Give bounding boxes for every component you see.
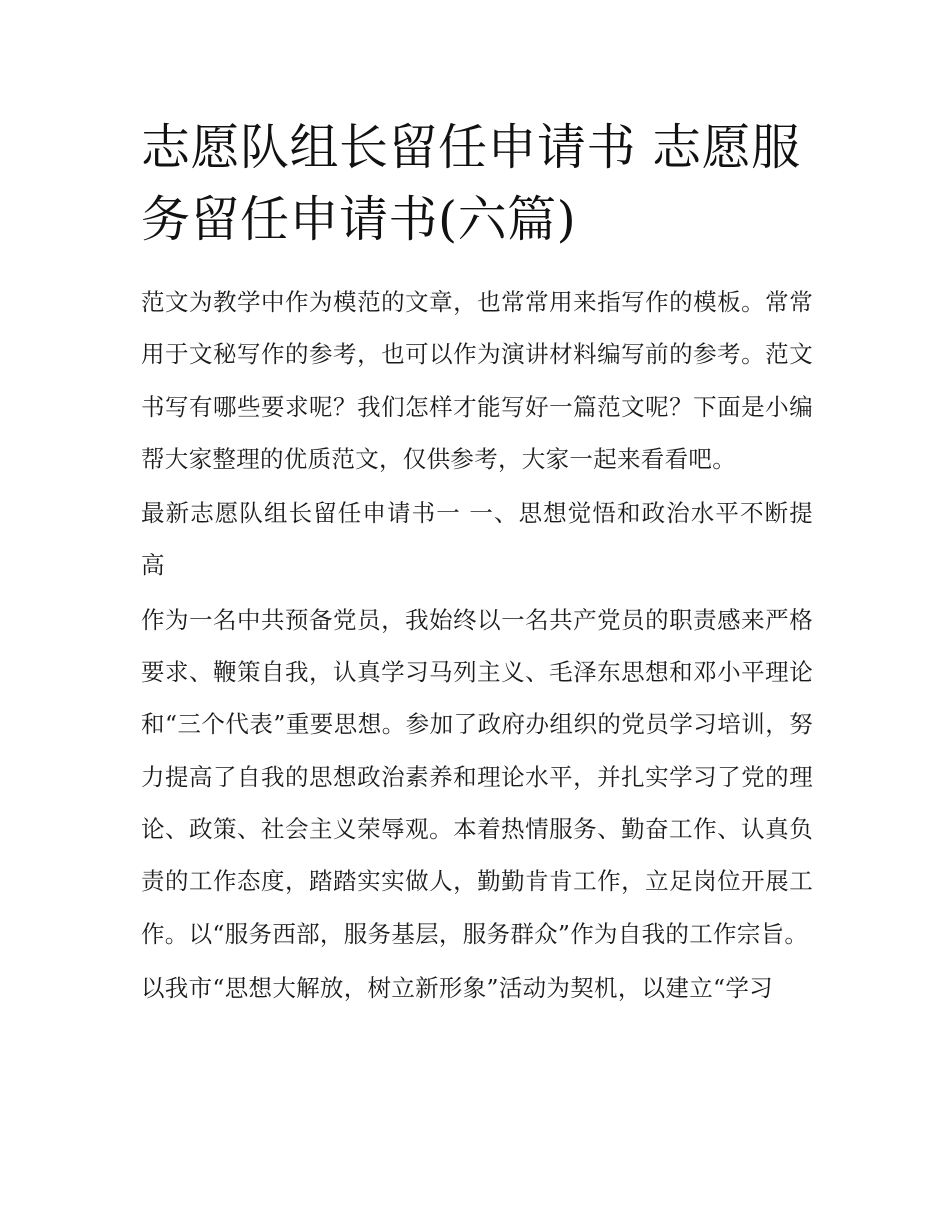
document-body	[141, 276, 813, 1014]
document-content	[141, 112, 813, 1014]
document-title: 志愿队组长留任申请书 志愿服务留任申请书(六篇)	[141, 119, 801, 248]
body-paragraph-continued: 以我市“思想大解放，树立新形象”活动为契机，以建立“学习	[141, 973, 773, 1002]
body-paragraph: 作为一名中共预备党员，我始终以一名共产党员的职责感来严格要求、鞭策自我，认真学习马列主义、毛泽东思想和邓小平理论和“三个代表”重要思想。参加了政府办组织的党员学习培训，努力提高了自我的思想政治素养和理论水平，并扎实学习了党的理论、政策、社会主义荣辱观。本着热情服务、勤奋工作、认真负责的工作态度，踏踏实实做人，勤勤肯肯工作，立足岗位开展工作。以“服务西部，服务基层，服务群众”作为自我的工作宗旨。	[141, 605, 813, 948]
intro-paragraph: 范文为教学中作为模范的文章，也常常用来指写作的模板。常常用于文秘写作的参考，也可以作为演讲材料编写前的参考。范文书写有哪些要求呢？我们怎样才能写好一篇范文呢？下面是小编帮大家整理的优质范文，仅供参考，大家一起来看看吧。	[141, 288, 813, 473]
section-heading-paragraph: 最新志愿队组长留任申请书一 一、思想觉悟和政治水平不断提高	[141, 499, 813, 580]
